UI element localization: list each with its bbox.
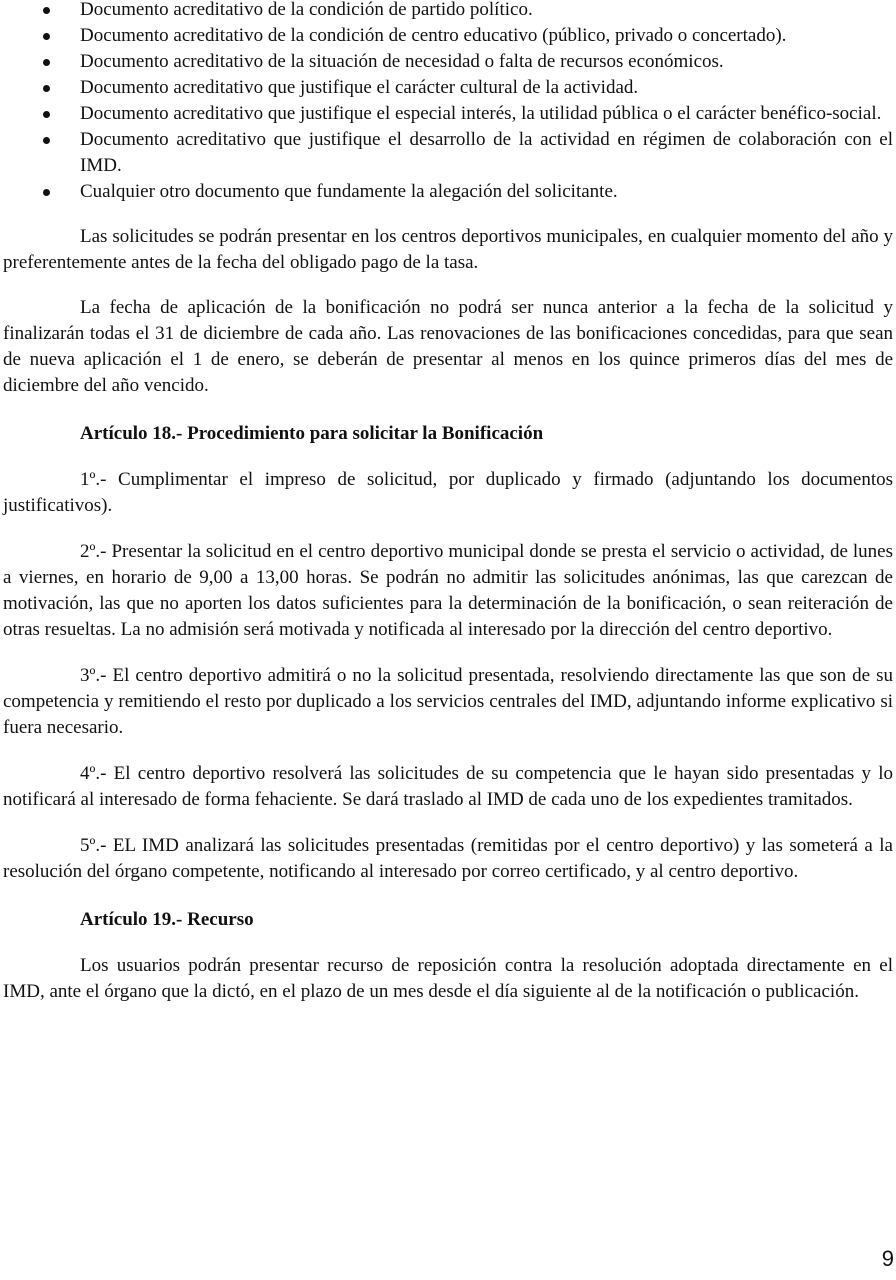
list-item: Documento acreditativo que justifique el desarrollo de la actividad en régimen de colaboración con el IMD.	[3, 127, 893, 179]
bullet-icon	[43, 85, 50, 92]
article-18-step: 5º.- EL IMD analizará las solicitudes presentadas (remitidas por el centro deportivo) y las someterá a la resolución del órgano competente, notificando al interesado por correo certificado, y al centro deportivo.	[3, 835, 893, 882]
list-item: Documento acreditativo que justifique el carácter cultural de la actividad.	[3, 75, 893, 101]
page-number: 9	[881, 1246, 894, 1271]
article-18-step: 1º.- Cumplimentar el impreso de solicitud, por duplicado y firmado (adjuntando los documentos justificativos).	[3, 469, 893, 516]
bullet-icon	[43, 189, 50, 196]
list-item: Documento acreditativo de la condición de partido político.	[3, 0, 893, 23]
article-19-text: Los usuarios podrán presentar recurso de reposición contra la resolución adoptada directamente en el IMD, ante el órgano que la dictó, en el plazo de un mes desde el día siguiente al de la notificación o publicación.	[3, 955, 893, 1002]
article-19-heading: Artículo 19.- Recurso	[80, 909, 254, 930]
article-18-heading: Artículo 18.- Procedimiento para solicitar la Bonificación	[80, 423, 544, 444]
paragraph-fecha-aplicacion: La fecha de aplicación de la bonificación no podrá ser nunca anterior a la fecha de la solicitud y finalizarán todas el 31 de diciembre de cada año. Las renovaciones de las bonificaciones concedidas, para que sean de nueva aplicación el 1 de enero, se deberán de presentar al menos en los quince primeros días del mes de diciembre del año vencido.	[3, 297, 893, 396]
list-item: Cualquier otro documento que fundamente la alegación del solicitante.	[3, 179, 893, 205]
bullet-icon	[43, 33, 50, 40]
article-18-step: 2º.- Presentar la solicitud en el centro deportivo municipal donde se presta el servicio o actividad, de lunes a viernes, en horario de 9,00 a 13,00 horas. Se podrán no admitir las solicitudes anónimas, las que carezcan de motivación, las que no aporten los datos suficientes para la determinación de la bonificación, o sean reiteración de otras resueltas. La no admisión será motivada y notificada al interesado por la dirección del centro deportivo.	[3, 541, 893, 640]
list-item: Documento acreditativo de la condición de centro educativo (público, privado o concertado).	[3, 23, 893, 49]
required-documents-list	[3, 0, 893, 205]
bullet-icon	[43, 7, 50, 14]
list-item: Documento acreditativo que justifique el especial interés, la utilidad pública o el carácter benéfico-social.	[3, 101, 893, 127]
bullet-icon	[43, 59, 50, 66]
article-18-step: 3º.- El centro deportivo admitirá o no la solicitud presentada, resolviendo directamente las que son de su competencia y remitiendo el resto por duplicado a los servicios centrales del IMD, adjuntando informe explicativo si fuera necesario.	[3, 665, 893, 738]
paragraph-solicitudes: Las solicitudes se podrán presentar en los centros deportivos municipales, en cualquier momento del año y preferentemente antes de la fecha del obligado pago de la tasa.	[3, 226, 893, 273]
list-item: Documento acreditativo de la situación de necesidad o falta de recursos económicos.	[3, 49, 893, 75]
document-page	[3, 0, 893, 1005]
bullet-icon	[43, 111, 50, 118]
bullet-icon	[43, 137, 50, 144]
article-18-step: 4º.- El centro deportivo resolverá las solicitudes de su competencia que le hayan sido presentadas y lo notificará al interesado de forma fehaciente. Se dará traslado al IMD de cada uno de los expedientes tramitados.	[3, 763, 893, 810]
